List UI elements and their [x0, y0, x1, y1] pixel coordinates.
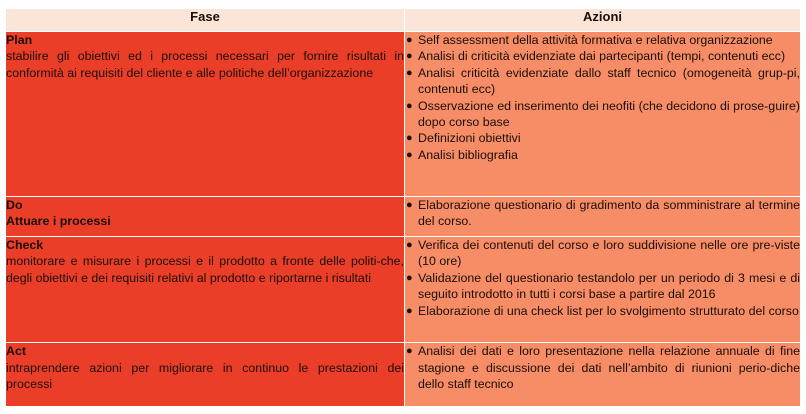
action-item [405, 270, 800, 303]
azioni-cell [405, 237, 801, 343]
bullet-dot-icon: ● [406, 304, 413, 317]
azioni-cell [405, 343, 801, 407]
pdca-table [5, 8, 801, 407]
phase-description: Attuare i processi [6, 214, 111, 229]
fase-cell [6, 237, 405, 343]
azioni-cell [405, 32, 801, 197]
bullet-dot-icon: ● [406, 66, 413, 79]
bullet-dot-icon: ● [406, 34, 413, 46]
action-text: Elaborazione questionario di gradimento da somministrare al termine del corso. [418, 197, 800, 229]
phase-row-do [6, 196, 801, 236]
bullet-dot-icon: ● [406, 148, 413, 161]
action-item [405, 65, 800, 98]
action-text: Analisi bibliografia [418, 147, 518, 162]
action-item [405, 48, 800, 64]
action-item [405, 32, 800, 48]
azioni-cell [405, 196, 801, 236]
action-list [405, 197, 800, 230]
action-text: Analisi dei dati e loro presentazione nella relazione annuale di fine stagione e discussione dei dati nell’ambito di riunioni perio-diche dello staff tecnico [418, 344, 800, 391]
action-text: Elaborazione di una check list per lo svolgimento strutturato del corso [418, 303, 799, 318]
phase-title: Act [6, 344, 26, 359]
action-text: Self assessment della attività formativa e relativa organizzazione [418, 33, 773, 47]
action-text: Definizioni obiettivi [418, 131, 521, 146]
action-list [405, 32, 800, 163]
action-text: Validazione del questionario testandolo per un periodo di 3 mesi e di seguito introdotto in tutti i corsi base a partire dal 2016 [418, 270, 800, 302]
phase-title: Plan [6, 33, 33, 47]
action-text: Verifica dei contenuti del corso e loro suddivisione nelle ore pre-viste (10 ore) [418, 238, 800, 269]
bullet-dot-icon: ● [406, 239, 413, 251]
phase-row-check [6, 237, 801, 343]
fase-cell [6, 343, 405, 407]
action-item [405, 237, 800, 270]
action-item [405, 197, 800, 230]
bullet-dot-icon: ● [406, 132, 413, 145]
action-text: Analisi di criticità evidenziate dai partecipanti (tempi, contenuti ecc) [418, 49, 786, 64]
action-text: Osservazione ed inserimento dei neofiti (che decidono di prose-guire) dopo corso base [418, 98, 800, 130]
bullet-dot-icon: ● [406, 99, 413, 112]
bullet-dot-icon: ● [406, 50, 413, 63]
phase-row-act [6, 343, 801, 407]
fase-cell [6, 32, 405, 197]
header-azioni: Azioni [405, 9, 801, 32]
fase-cell [6, 196, 405, 236]
phase-description: stabilire gli obiettivi ed i processi necessari per fornire risultati in conformità ai requisiti del cliente e alle politiche dell’organizzazione [6, 49, 404, 80]
phase-description: monitorare e misurare i processi e il prodotto a fronte delle politi-che, degli obiettivi e dei requisiti relativi al prodotto e riportarne i risultati [6, 254, 404, 285]
action-item [405, 98, 800, 131]
phase-title: Check [6, 238, 44, 252]
header-row [6, 9, 801, 32]
bullet-dot-icon: ● [406, 198, 413, 211]
action-text: Analisi criticità evidenziate dallo staff tecnico (omogeneità grup-pi, contenuti ecc) [418, 65, 800, 97]
action-item [405, 130, 800, 146]
phase-row-plan [6, 32, 801, 197]
action-item [405, 343, 800, 392]
bullet-dot-icon: ● [406, 271, 413, 284]
bullet-dot-icon: ● [406, 345, 413, 358]
phase-description: intraprendere azioni per migliorare in continuo le prestazioni dei processi [6, 360, 404, 391]
action-list [405, 343, 800, 392]
action-list [405, 237, 800, 319]
action-item [405, 147, 800, 163]
header-fase: Fase [6, 9, 405, 32]
phase-title: Do [6, 197, 23, 212]
action-item [405, 303, 800, 319]
